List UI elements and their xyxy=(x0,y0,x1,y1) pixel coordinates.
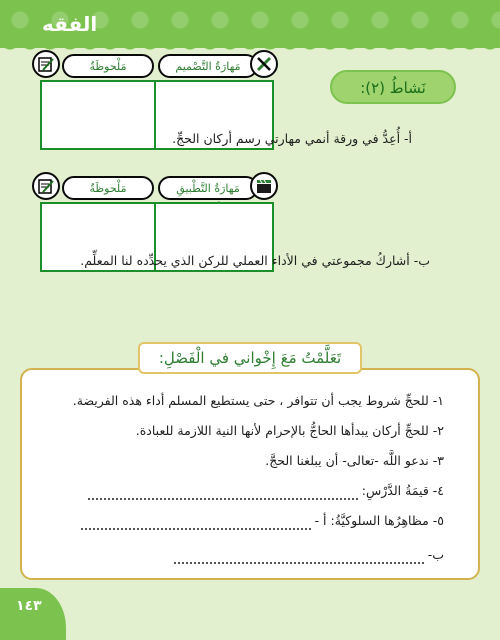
notepad-icon xyxy=(32,50,60,78)
pencil-ruler-icon xyxy=(250,50,278,78)
summary-item-2: ٢- للحجِّ أركان يبدأها الحاجُّ بالإحرام لأنها النية اللازمة للعبادة. xyxy=(135,423,444,438)
subject-title: الفقه xyxy=(42,12,98,36)
instruction-b: ب- أشاركُ مجموعتي في الأداء العملي للركن الذي يحدِّده لنا المعلِّم. xyxy=(80,253,430,268)
summary-item-1: ١- للحجِّ شروط يجب أن تتوافر ، حتى يستطيع المسلم أداء هذه الفريضة. xyxy=(72,393,444,408)
clapperboard-icon xyxy=(250,172,278,200)
lesson-value-label: ٤- قيمَةُ الدَّرْسِ: xyxy=(361,483,444,498)
learned-title: تَعَلَّمْتُ مَعَ إِخْواني في الْفَصْلِ: xyxy=(138,342,362,374)
behavior-label: ٥- مظاهِرُها السلوكيَّةُ: أ - xyxy=(314,513,444,528)
behavior-a-answer-line[interactable] xyxy=(81,516,311,530)
note-label: مَلْحوظَةٌ xyxy=(62,54,154,78)
note-label: مَلْحوظَةٌ xyxy=(62,176,154,200)
practical-skill-label: مَهارَةُ التَّطْبيقِ xyxy=(158,176,258,200)
page-number: ١٤٣ xyxy=(16,598,42,614)
table-divider xyxy=(154,82,156,148)
activity-label: نَشاطُ (٢): xyxy=(330,70,456,104)
header-scallop-border xyxy=(0,40,500,52)
learned-summary-panel xyxy=(20,368,480,580)
instruction-a: أ- أُعِدُّ في ورقة أنمي مهارتي رسم أركان الحجِّ. xyxy=(172,131,412,146)
lesson-value-row xyxy=(88,482,444,500)
behavior-row-b xyxy=(174,546,444,564)
page-corner-decoration xyxy=(0,588,66,640)
lesson-value-answer-line[interactable] xyxy=(88,486,358,500)
behavior-row-a xyxy=(81,512,444,530)
design-skill-label: مَهارَةُ التَّصْميم xyxy=(158,54,258,78)
behavior-b-answer-line[interactable] xyxy=(174,550,424,564)
learned-banner xyxy=(120,338,380,378)
notepad-icon xyxy=(32,172,60,200)
behavior-b-label: ب- xyxy=(427,547,444,562)
summary-item-3: ٣- ندعو اللَّه -تعالى- أن يبلغنا الحجَّ. xyxy=(265,453,444,468)
